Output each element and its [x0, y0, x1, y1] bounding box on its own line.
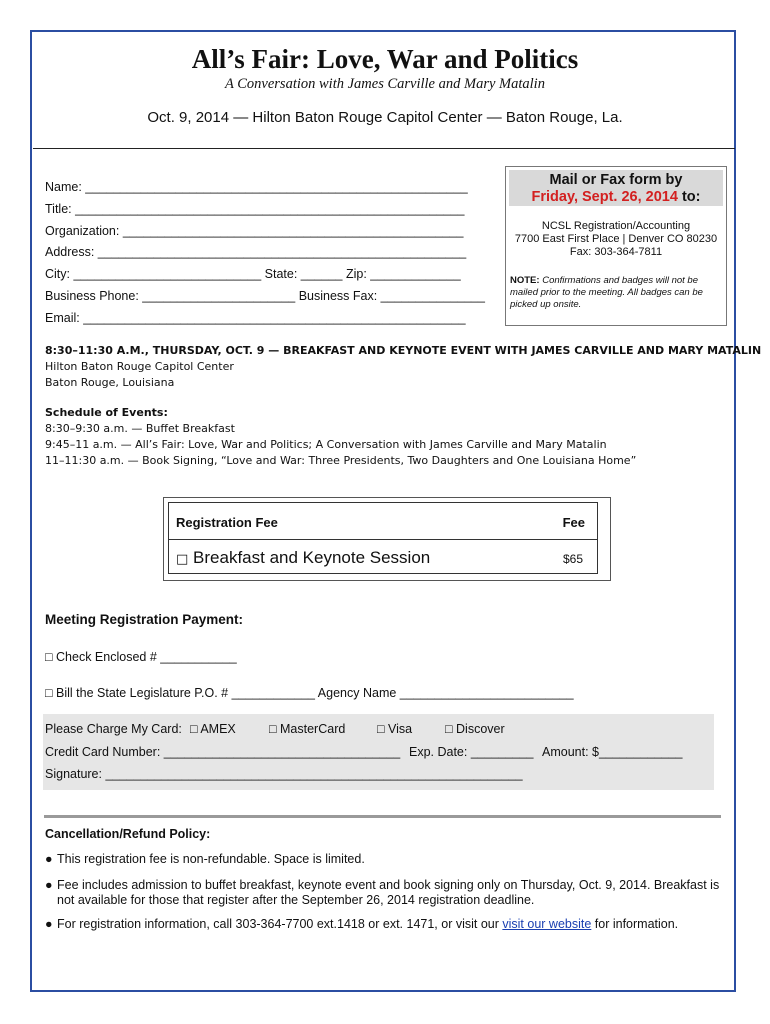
amount-field[interactable]: Amount: $____________ [542, 745, 683, 759]
schedule-title: Schedule of Events: [45, 406, 168, 419]
fee-column-label: Registration Fee [176, 515, 278, 530]
card-type-row [45, 722, 505, 736]
mail-heading [509, 170, 723, 206]
page-title: All’s Fair: Love, War and Politics [191, 44, 579, 74]
card-number-field[interactable]: Credit Card Number: __________________________________ [45, 745, 401, 759]
schedule-item: 11–11:30 a.m. — Book Signing, “Love and War: Three Presidents, Two Daughters and One Louisiana Home” [45, 454, 637, 467]
event-city: Baton Rouge, Louisiana [45, 376, 175, 389]
fee-table [163, 497, 611, 581]
website-link[interactable]: visit our website [502, 917, 592, 931]
fee-table-inner [168, 502, 598, 574]
policy-item-text: not available for those that register after the September 26, 2014 registration deadline. [57, 893, 535, 907]
bullet-icon: ● [45, 852, 53, 866]
bullet-icon: ● [45, 917, 53, 931]
city-state-zip-field[interactable]: City: ___________________________ State: ______ Zip: _____________ [45, 267, 461, 281]
mail-heading-line2 [509, 189, 723, 206]
fee-item-amount: $65 [562, 552, 583, 566]
mail-note-label: NOTE: [510, 275, 540, 286]
mail-org: NCSL Registration/Accounting [541, 220, 691, 232]
amex-option[interactable]: □ AMEX [190, 722, 236, 736]
page-subtitle: A Conversation with James Carville and Mary Matalin [225, 76, 545, 92]
event-venue: Hilton Baton Rouge Capitol Center [45, 360, 234, 373]
bill-legislature-option[interactable]: □ Bill the State Legislature P.O. # ____________ Agency Name _________________________ [45, 686, 574, 700]
organization-field[interactable]: Organization: _________________________________________________ [45, 224, 464, 238]
schedule-item: 9:45–11 a.m. — All’s Fair: Love, War and Politics; A Conversation with James Carville and Mary Matalin [45, 438, 607, 451]
title-field[interactable]: Title: ________________________________________________________ [45, 202, 465, 216]
schedule-item: 8:30–9:30 a.m. — Buffet Breakfast [45, 422, 235, 435]
mastercard-option[interactable]: □ MasterCard [269, 722, 346, 736]
email-field[interactable]: Email: _______________________________________________________ [45, 311, 466, 325]
visa-option[interactable]: □ Visa [377, 722, 413, 736]
mail-heading-line1: Mail or Fax form by [549, 172, 683, 188]
signature-field[interactable]: Signature: ____________________________________________________________ [45, 767, 523, 781]
mail-fax-box [505, 166, 727, 326]
policy-item [45, 852, 365, 867]
policy-item-text: for information. [591, 917, 679, 931]
mail-fax: Fax: 303-364-7811 [569, 246, 663, 258]
policy-title: Cancellation/Refund Policy: [45, 827, 211, 841]
bullet-icon: ● [45, 878, 53, 892]
card-number-row [45, 745, 683, 759]
payment-title: Meeting Registration Payment: [45, 612, 244, 627]
fee-divider [169, 539, 597, 540]
mail-heading-to: to: [677, 189, 701, 205]
mail-street: 7700 East First Place | Denver CO 80230 [514, 233, 718, 245]
fee-column-fee: Fee [562, 515, 585, 530]
checkbox-icon[interactable]: □ [176, 552, 189, 567]
policy-item [45, 917, 678, 932]
policy-item-text: For registration information, call 303-364-7700 ext.1418 or ext. 1471, or visit our [57, 917, 503, 931]
phone-fax-field[interactable]: Business Phone: ______________________ Business Fax: _______________ [45, 289, 485, 303]
address-field[interactable]: Address: _____________________________________________________ [45, 245, 467, 259]
card-payment-box [43, 714, 714, 790]
policy-item [45, 878, 719, 908]
mail-note [510, 275, 720, 311]
event-dateline: Oct. 9, 2014 — Hilton Baton Rouge Capitol Center — Baton Rouge, La. [147, 109, 623, 126]
mail-note-text: Confirmations and badges will not be mailed prior to the meeting. All badges can be picked up onsite. [510, 275, 703, 310]
mail-address [506, 220, 726, 259]
policy-item-text: Fee includes admission to buffet breakfast, keynote event and book signing only on Thursday, Oct. 9, 2014. Breakfast is [57, 878, 720, 892]
policy-item-text: This registration fee is non-refundable. Space is limited. [57, 852, 365, 866]
name-field[interactable]: Name: _______________________________________________________ [45, 180, 468, 194]
exp-date-field[interactable]: Exp. Date: _________ [409, 745, 534, 759]
mail-deadline: Friday, Sept. 26, 2014 [531, 189, 678, 205]
check-enclosed-option[interactable]: □ Check Enclosed # ___________ [45, 650, 237, 664]
header-divider [33, 148, 735, 149]
discover-option[interactable]: □ Discover [445, 722, 505, 736]
fee-item-label: Breakfast and Keynote Session [193, 548, 431, 567]
section-divider [44, 815, 721, 818]
fee-item[interactable] [176, 548, 430, 568]
charge-card-label: Please Charge My Card: [45, 722, 182, 736]
event-headline: 8:30–11:30 A.M., THURSDAY, OCT. 9 — BREAKFAST AND KEYNOTE EVENT WITH JAMES CARVILLE AND MARY MATALIN [45, 344, 762, 357]
